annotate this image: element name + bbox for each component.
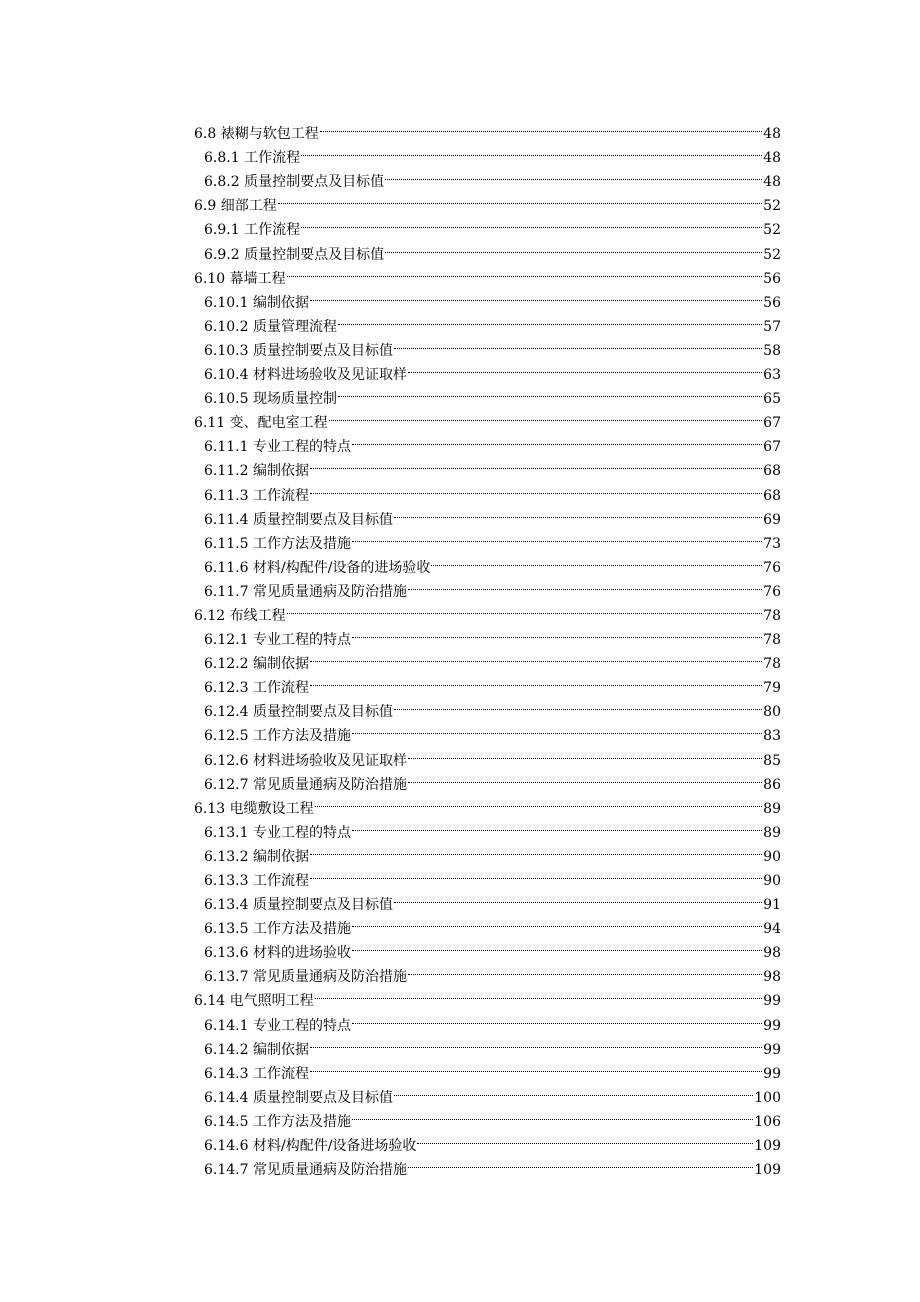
- dot-leader: [310, 837, 762, 861]
- dot-leader: [278, 186, 762, 210]
- toc-page-number: 106: [754, 1113, 781, 1130]
- dot-leader: [352, 909, 762, 933]
- dot-leader: [408, 957, 762, 981]
- dot-leader: [338, 379, 762, 403]
- toc-entry-title: 6.11.5 工作方法及措施: [204, 535, 351, 552]
- toc-entry-title: 6.10 幕墙工程: [194, 270, 286, 287]
- toc-page-number: 109: [754, 1162, 781, 1179]
- toc-page-number: 57: [763, 318, 781, 335]
- toc-entry-title: 6.14.1 专业工程的特点: [204, 1017, 351, 1034]
- toc-page-number: 52: [763, 246, 781, 263]
- dot-leader: [315, 981, 763, 1005]
- toc-page-number: 76: [763, 559, 781, 576]
- toc-entry-title: 6.10.2 质量管理流程: [204, 318, 337, 335]
- toc-subsection-entry[interactable]: [194, 210, 781, 239]
- toc-page-number: 99: [763, 993, 781, 1010]
- toc-page-number: 94: [763, 921, 781, 938]
- toc-entry-title: 6.9.2 质量控制要点及目标值: [204, 246, 385, 263]
- toc-page-number: 78: [763, 607, 781, 624]
- toc-entry-title: 6.12.1 专业工程的特点: [204, 632, 351, 649]
- dot-leader: [352, 933, 762, 957]
- toc-entry-title: 6.14.4 质量控制要点及目标值: [204, 1089, 393, 1106]
- toc-entry-title: 6.13.7 常见质量通病及防治措施: [204, 969, 407, 986]
- toc-entry-title: 6.13.1 专业工程的特点: [204, 824, 351, 841]
- toc-page-number: 78: [763, 656, 781, 673]
- toc-entry-title: 6.12.5 工作方法及措施: [204, 728, 351, 745]
- dot-leader: [394, 500, 762, 524]
- table-of-contents: [194, 114, 781, 1179]
- toc-entry-title: 6.8.2 质量控制要点及目标值: [204, 174, 385, 191]
- toc-entry-title: 6.12 布线工程: [194, 607, 286, 624]
- dot-leader: [394, 885, 762, 909]
- toc-page-number: 73: [763, 535, 781, 552]
- toc-page-number: 99: [763, 1065, 781, 1082]
- toc-entry-title: 6.10.4 材料进场验收及见证取样: [204, 367, 407, 384]
- toc-page-number: 67: [763, 439, 781, 456]
- toc-page-number: 76: [763, 583, 781, 600]
- toc-page-number: 89: [763, 800, 781, 817]
- toc-page-number: 48: [763, 126, 781, 143]
- toc-entry-title: 6.11.4 质量控制要点及目标值: [204, 511, 393, 528]
- dot-leader: [352, 716, 762, 740]
- toc-entry-title: 6.12.6 材料进场验收及见证取样: [204, 752, 407, 769]
- toc-entry-title: 6.14 电气照明工程: [194, 993, 314, 1010]
- dot-leader: [385, 234, 762, 258]
- dot-leader: [417, 1126, 753, 1150]
- toc-entry-title: 6.9 细部工程: [194, 198, 277, 215]
- toc-entry-title: 6.11 变、配电室工程: [194, 415, 328, 432]
- dot-leader: [408, 1150, 753, 1174]
- toc-section-entry[interactable]: [194, 186, 781, 215]
- toc-page-number: 109: [754, 1138, 781, 1155]
- toc-entry-title: 6.11.3 工作流程: [204, 487, 309, 504]
- toc-page-number: 48: [763, 174, 781, 191]
- toc-entry-title: 6.11.6 材料/构配件/设备的进场验收: [204, 559, 431, 576]
- toc-section-entry[interactable]: [194, 114, 781, 143]
- toc-page-number: 52: [763, 222, 781, 239]
- toc-page-number: 100: [754, 1089, 781, 1106]
- toc-page-number: 98: [763, 945, 781, 962]
- dot-leader: [394, 692, 762, 716]
- dot-leader: [329, 403, 763, 427]
- dot-leader: [352, 813, 762, 837]
- dot-leader: [394, 331, 762, 355]
- toc-entry-title: 6.13.5 工作方法及措施: [204, 921, 351, 938]
- toc-entry-title: 6.14.3 工作流程: [204, 1065, 309, 1082]
- toc-entry-title: 6.9.1 工作流程: [204, 222, 301, 239]
- toc-page-number: 91: [763, 897, 781, 914]
- dot-leader: [310, 283, 762, 307]
- toc-page-number: 68: [763, 463, 781, 480]
- toc-entry-title: 6.12.7 常见质量通病及防治措施: [204, 776, 407, 793]
- toc-entry-title: 6.14.5 工作方法及措施: [204, 1113, 351, 1130]
- dot-leader: [310, 861, 762, 885]
- toc-entry-title: 6.14.2 编制依据: [204, 1041, 309, 1058]
- toc-page-number: 65: [763, 391, 781, 408]
- toc-page-number: 83: [763, 728, 781, 745]
- dot-leader: [310, 475, 762, 499]
- dot-leader: [287, 259, 763, 283]
- dot-leader: [315, 789, 763, 813]
- dot-leader: [310, 644, 762, 668]
- toc-page-number: 69: [763, 511, 781, 528]
- toc-page-number: 79: [763, 680, 781, 697]
- toc-page-number: 56: [763, 270, 781, 287]
- dot-leader: [408, 740, 762, 764]
- toc-entry-title: 6.10.3 质量控制要点及目标值: [204, 342, 393, 359]
- toc-page-number: 80: [763, 704, 781, 721]
- dot-leader: [352, 427, 762, 451]
- toc-entry-title: 6.11.1 专业工程的特点: [204, 439, 351, 456]
- toc-entry-title: 6.12.2 编制依据: [204, 656, 309, 673]
- toc-page-number: 58: [763, 342, 781, 359]
- toc-page-number: 67: [763, 415, 781, 432]
- dot-leader: [431, 548, 762, 572]
- toc-page-number: 63: [763, 367, 781, 384]
- toc-entry-title: 6.10.5 现场质量控制: [204, 391, 337, 408]
- toc-entry-title: 6.13.3 工作流程: [204, 873, 309, 889]
- toc-page-number: 78: [763, 632, 781, 649]
- toc-page-number: 68: [763, 487, 781, 504]
- dot-leader: [310, 1054, 762, 1078]
- toc-page-number: 86: [763, 776, 781, 793]
- toc-entry-title: 6.12.3 工作流程: [204, 680, 309, 697]
- dot-leader: [338, 307, 762, 331]
- toc-entry-title: 6.13.4 质量控制要点及目标值: [204, 897, 393, 914]
- toc-page-number: 99: [763, 1041, 781, 1058]
- dot-leader: [310, 668, 762, 692]
- toc-page-number: 98: [763, 969, 781, 986]
- toc-entry-title: 6.14.6 材料/构配件/设备进场验收: [204, 1138, 417, 1155]
- dot-leader: [301, 138, 762, 162]
- toc-page-number: 56: [763, 294, 781, 311]
- dot-leader: [352, 620, 762, 644]
- toc-page-number: 89: [763, 824, 781, 841]
- toc-page-number: 52: [763, 198, 781, 215]
- dot-leader: [352, 1102, 753, 1126]
- toc-entry-title: 6.13 电缆敷设工程: [194, 800, 314, 817]
- toc-page-number: 48: [763, 150, 781, 167]
- dot-leader: [385, 162, 762, 186]
- toc-entry-title: 6.8 裱糊与软包工程: [194, 126, 319, 143]
- dot-leader: [408, 572, 762, 596]
- toc-entry-title: 6.14.7 常见质量通病及防治措施: [204, 1162, 407, 1179]
- dot-leader: [352, 524, 762, 548]
- toc-page-number: 85: [763, 752, 781, 769]
- toc-entry-title: 6.13.6 材料的进场验收: [204, 945, 351, 962]
- toc-entry-title: 6.8.1 工作流程: [204, 150, 301, 167]
- dot-leader: [352, 1005, 762, 1029]
- dot-leader: [320, 114, 762, 138]
- dot-leader: [394, 1078, 753, 1102]
- dot-leader: [287, 596, 763, 620]
- dot-leader: [310, 451, 762, 475]
- toc-entry-title: 6.11.2 编制依据: [204, 463, 309, 480]
- toc-entry-title: 6.11.7 常见质量通病及防治措施: [204, 583, 407, 600]
- dot-leader: [408, 355, 762, 379]
- toc-entry-title: 6.12.4 质量控制要点及目标值: [204, 704, 393, 721]
- toc-entry-title: 6.10.1 编制依据: [204, 294, 309, 311]
- dot-leader: [408, 765, 762, 789]
- toc-page-number: 90: [763, 873, 781, 889]
- dot-leader: [301, 210, 762, 234]
- toc-page-number: 99: [763, 1017, 781, 1034]
- toc-page-number: 90: [763, 848, 781, 865]
- toc-entry-title: 6.13.2 编制依据: [204, 848, 309, 865]
- dot-leader: [310, 1030, 762, 1054]
